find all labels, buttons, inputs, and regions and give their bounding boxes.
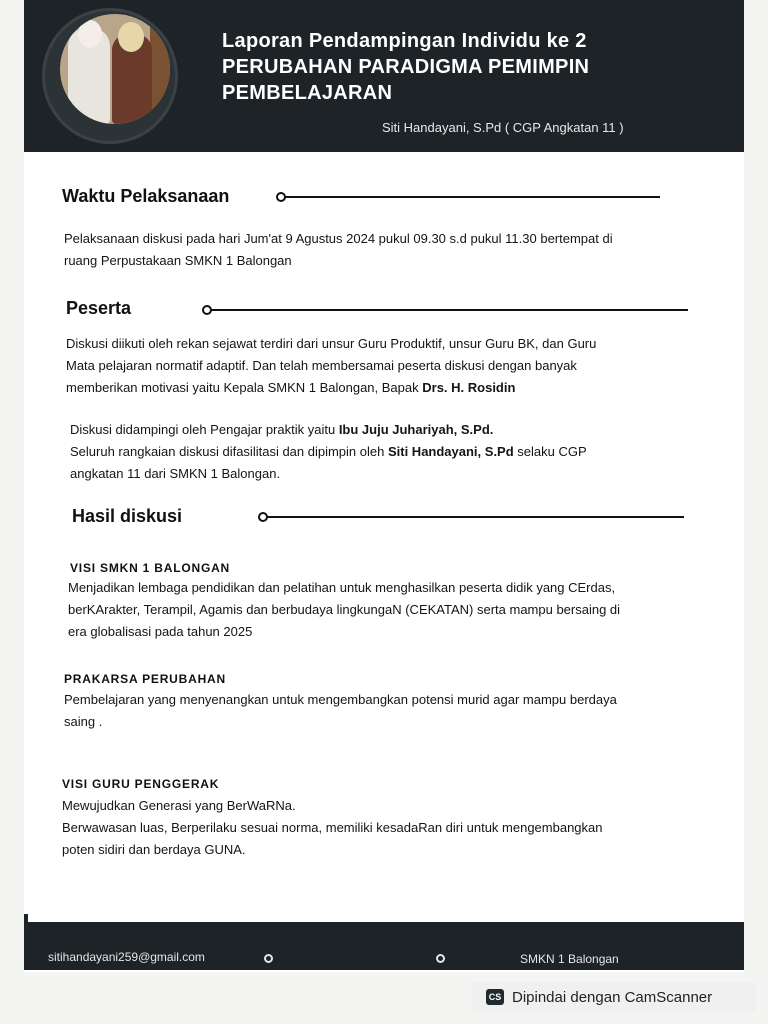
section-title-waktu: Waktu Pelaksanaan [62,186,230,206]
report-title-line-2: PERUBAHAN PARADIGMA PEMIMPIN [222,56,590,78]
prakarsa-line-2: saing . [64,714,103,729]
peserta-p2-line-2 [70,441,587,463]
divider-dot-icon [202,305,212,315]
peserta-paragraph-1 [66,333,596,399]
footer-school: SMKN 1 Balongan [520,952,619,966]
report-footer [24,922,744,970]
visi-smkn-heading: VISI SMKN 1 BALONGAN [70,561,231,575]
waktu-line-2: ruang Perpustakaan SMKN 1 Balongan [64,253,292,268]
footer-email: sitihandayani259@gmail.com [48,950,205,964]
camscanner-watermark [472,982,756,1012]
camscanner-icon: CS [486,989,504,1005]
prakarsa-heading: PRAKARSA PERUBAHAN [64,672,226,686]
section-title-peserta: Peserta [66,298,132,318]
peserta-p2-line-2-suffix: selaku CGP [513,444,587,459]
section-divider-hasil [264,516,684,518]
peserta-p2-line-1-text: Diskusi didampingi oleh Pengajar praktik yaitu [70,422,339,437]
peserta-p1-line-1: Diskusi diikuti oleh rekan sejawat terdiri dari unsur Guru Produktif, unsur Guru BK, dan Guru [66,336,597,351]
section-divider-waktu [282,196,660,198]
visi-smkn-line-3: era globalisasi pada tahun 2025 [68,624,253,639]
peserta-p1-line-3-text: memberikan motivasi yaitu Kepala SMKN 1 Balongan, Bapak [66,380,423,395]
divider-dot-icon [258,512,268,522]
section-title-hasil: Hasil diskusi [72,506,183,526]
peserta-paragraph-2 [70,419,587,485]
pengajar-praktik-name: Ibu Juju Juhariyah, S.Pd. [338,422,494,437]
report-title-line-1: Laporan Pendampingan Individu ke 2 [222,30,587,52]
visi-smkn-line-1: Menjadikan lembaga pendidikan dan pelatihan untuk menghasilkan peserta didik yang CErdas, [68,580,616,595]
visi-guru-heading: VISI GURU PENGGERAK [62,777,220,791]
author-photo [60,14,170,124]
visi-guru-line-2: Berwawasan luas, Berperilaku sesuai norma, memiliki kesadaRan diri untuk mengembangkan [62,820,603,835]
fasilitator-name: Siti Handayani, S.Pd [387,444,514,459]
footer-dot-icon [264,954,273,963]
waktu-line-1: Pelaksanaan diskusi pada hari Jum'at 9 Agustus 2024 pukul 09.30 s.d pukul 11.30 bertempat di [64,231,613,246]
peserta-p2-line-3: angkatan 11 dari SMKN 1 Balongan. [70,466,281,481]
visi-guru-line-3: poten sidiri dan berdaya GUNA. [62,842,246,857]
report-title [222,28,722,106]
divider-dot-icon [276,192,286,202]
peserta-p1-line-3 [66,377,596,399]
report-title-line-3: PEMBELAJARAN [222,82,393,104]
visi-smkn-paragraph [68,577,620,643]
footer-dot-icon [436,954,445,963]
prakarsa-paragraph [64,689,617,733]
section-divider-peserta [208,309,688,311]
visi-guru-paragraph [62,795,603,861]
waktu-paragraph [64,228,613,272]
prakarsa-line-1: Pembelajaran yang menyenangkan untuk mengembangkan potensi murid agar mampu berdaya [64,692,617,707]
peserta-p1-line-2: Mata pelajaran normatif adaptif. Dan telah membersamai peserta diskusi dengan banyak [66,358,577,373]
visi-smkn-line-2: berKArakter, Terampil, Agamis dan berbudaya lingkungaN (CEKATAN) serta mampu bersaing di [68,602,621,617]
kepala-sekolah-name: Drs. H. Rosidin [422,380,516,395]
camscanner-text: Dipindai dengan CamScanner [512,988,713,1006]
visi-guru-line-1: Mewujudkan Generasi yang BerWaRNa. [62,798,296,813]
peserta-p2-line-2-text: Seluruh rangkaian diskusi difasilitasi dan dipimpin oleh [70,444,388,459]
peserta-p2-line-1 [70,419,587,441]
report-author: Siti Handayani, S.Pd ( CGP Angkatan 11 ) [382,120,624,135]
